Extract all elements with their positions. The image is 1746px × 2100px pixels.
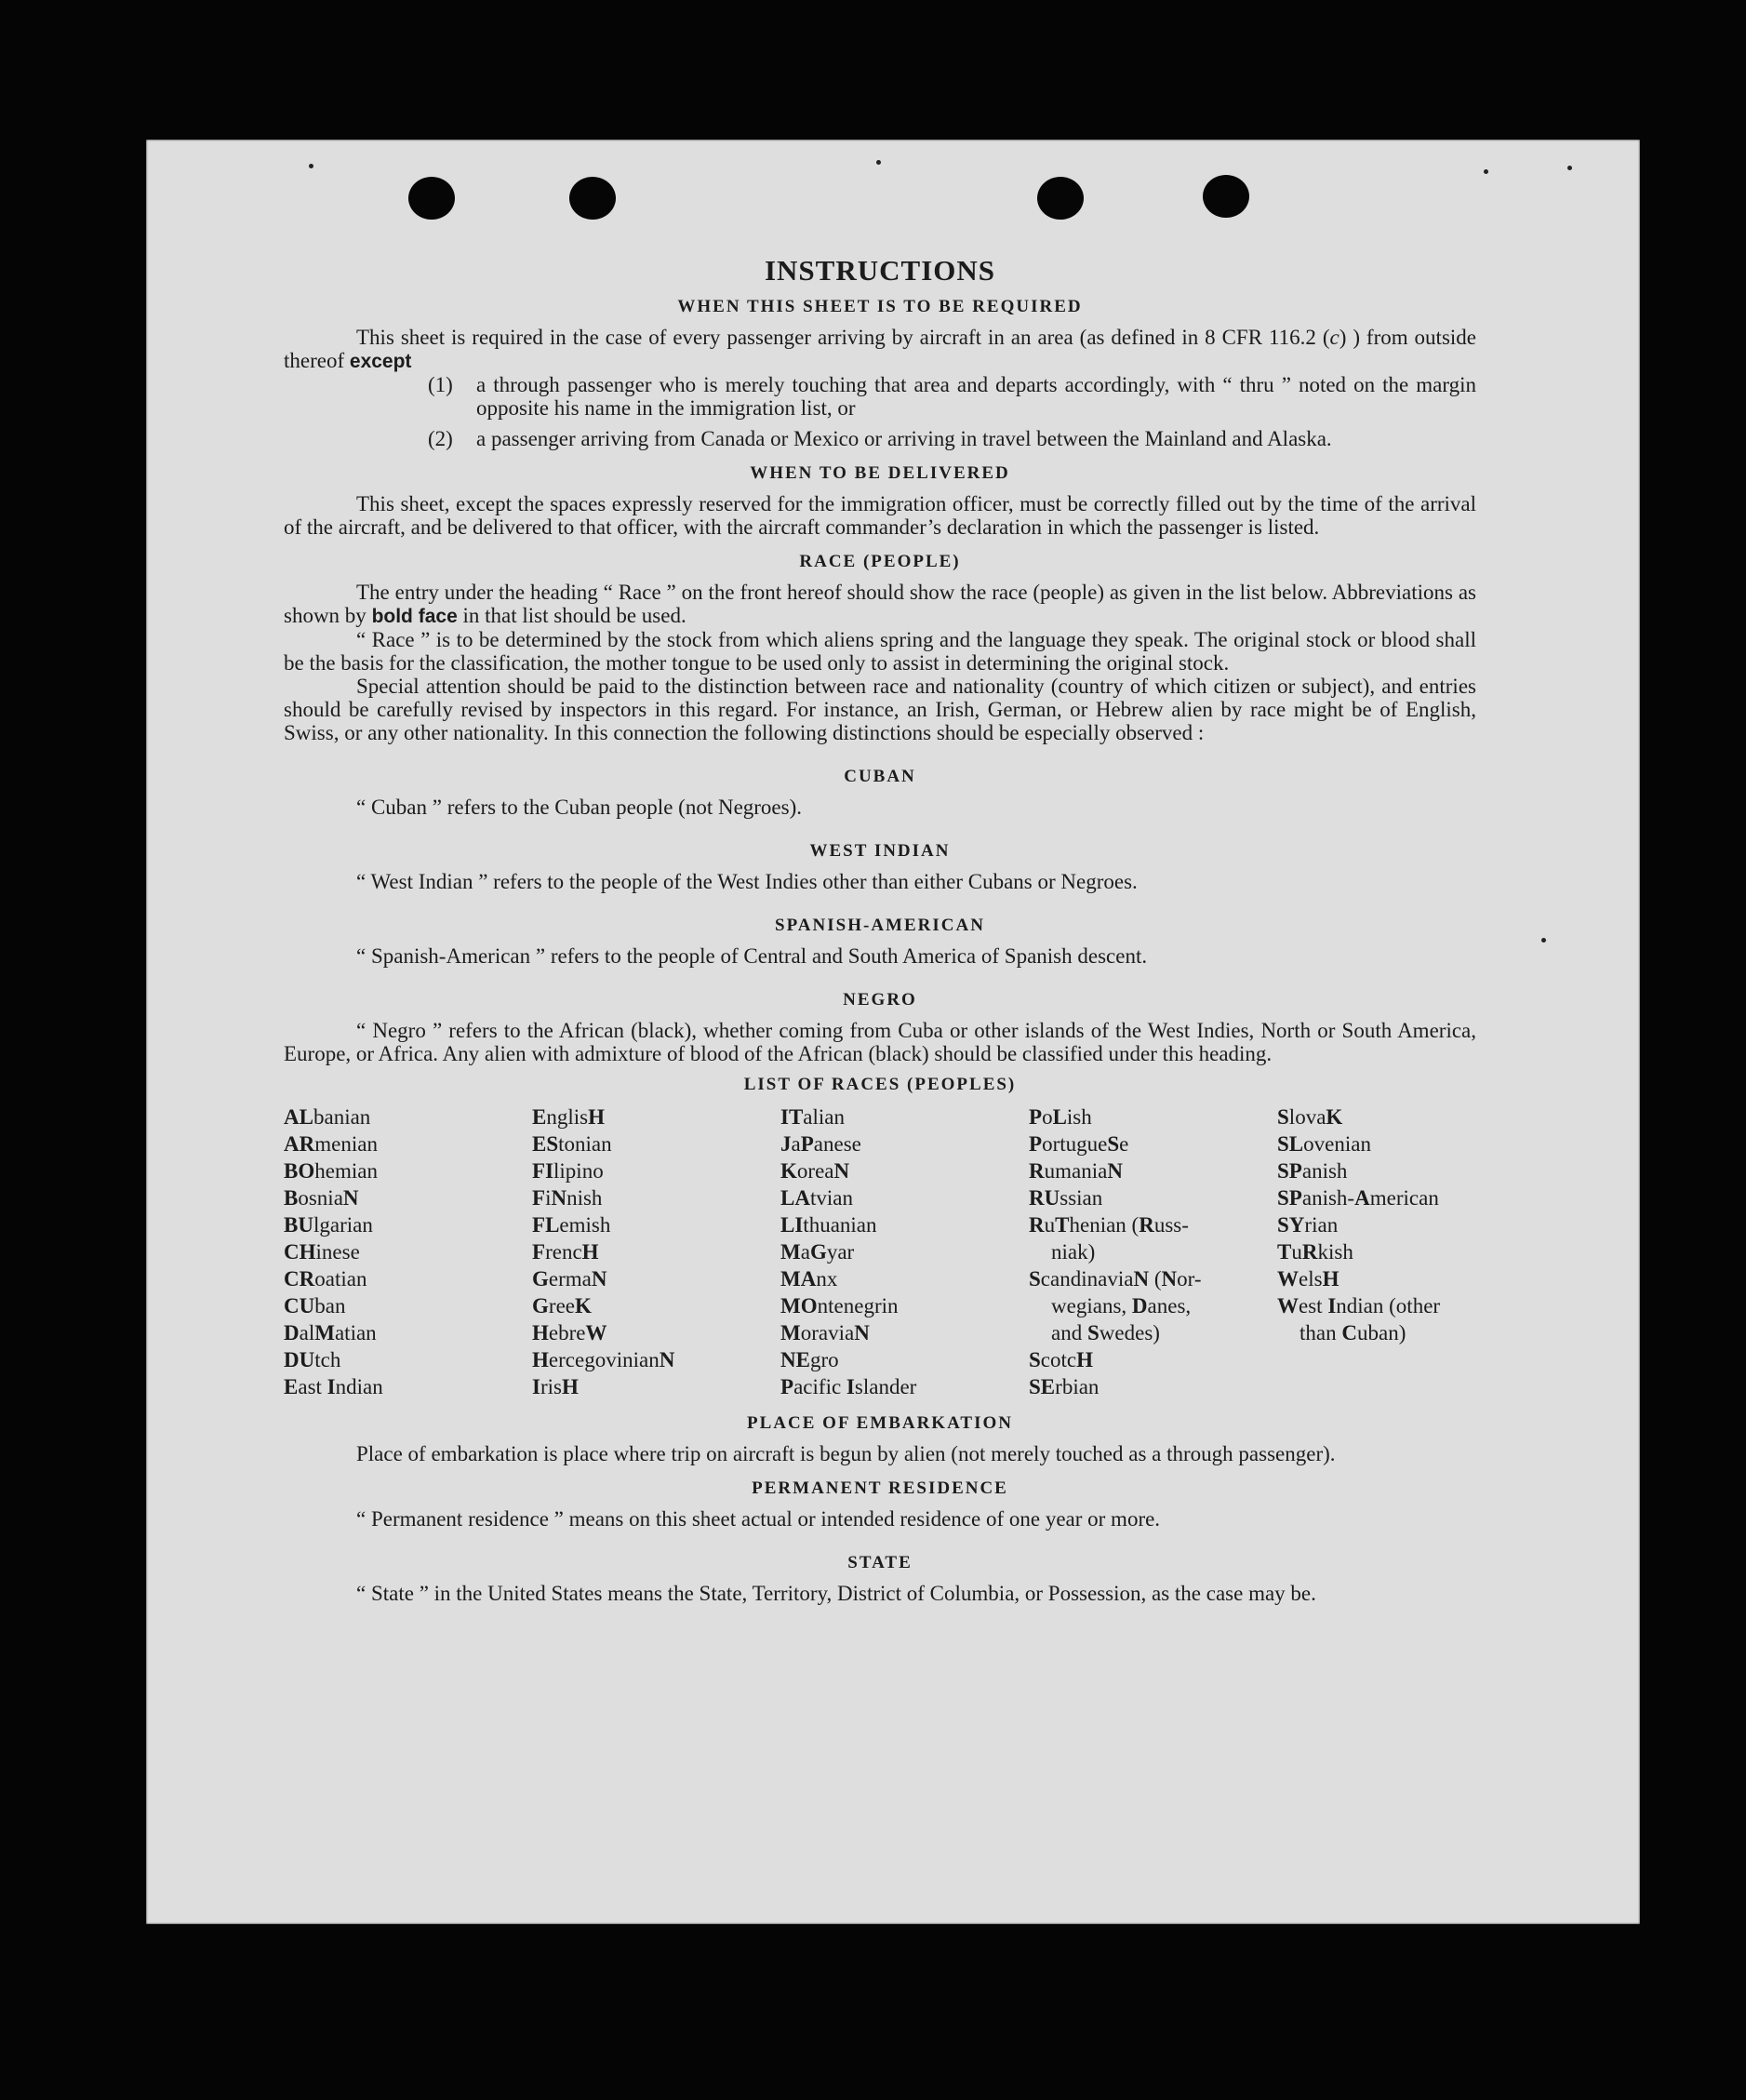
race-entry: RumaniaN <box>1029 1159 1123 1183</box>
race-entry: KoreaN <box>780 1159 850 1183</box>
paper-speck <box>876 160 881 165</box>
item-number: (2) <box>428 427 453 450</box>
race-entry: LIthuanian <box>780 1213 877 1237</box>
race-entry: SPanish-American <box>1277 1186 1439 1210</box>
punch-hole <box>408 177 455 220</box>
section-heading-cuban: CUBAN <box>844 767 916 786</box>
race-entry: East Indian <box>284 1375 383 1398</box>
instructions-content <box>284 254 1476 1605</box>
item-text: a passenger arriving from Canada or Mexico or arriving in travel between the Mainland and Alaska. <box>476 427 1332 450</box>
race-paragraph-3: Special attention should be paid to the distinction between race and nationality (country of which citizen or subject), and entries should be carefully revised by inspectors in this regard. For instance, an Irish, German, or Hebrew alien by race might be of English, Swiss, or any other nationality. In this connection the following distinctions should be especially observed : <box>284 675 1476 744</box>
race-entry: EStonian <box>532 1132 612 1156</box>
item-number: (1) <box>428 373 453 396</box>
item-text: a through passenger who is merely touching that area and departs accordingly, with “ thru ” noted on the margin opposite his name in the immigration list, or <box>476 373 1476 420</box>
section-heading-spanish-american: SPANISH-AMERICAN <box>775 916 985 935</box>
race-entry: FLemish <box>532 1213 611 1237</box>
section-heading-when-required: WHEN THIS SHEET IS TO BE REQUIRED <box>677 297 1083 316</box>
race-entry: BUlgarian <box>284 1213 373 1237</box>
place-of-embarkation-text: Place of embarkation is place where trip on aircraft is begun by alien (not merely touched as a through passenger). <box>356 1442 1336 1465</box>
race-entry: DalMatian <box>284 1321 377 1344</box>
race-entry: wegians, Danes, <box>1051 1294 1192 1318</box>
race-entry: and Swedes) <box>1051 1321 1160 1344</box>
race-entry: LAtvian <box>780 1186 853 1210</box>
race-entry: TuRkish <box>1277 1240 1353 1264</box>
state-text: “ State ” in the United States means the State, Territory, District of Columbia, or Possession, as the case may be. <box>356 1582 1316 1605</box>
section-heading-permanent-residence: PERMANENT RESIDENCE <box>752 1478 1008 1498</box>
race-entry: IrisH <box>532 1375 579 1398</box>
race-entry: West Indian (other <box>1277 1294 1441 1318</box>
race-entry: SPanish <box>1277 1159 1348 1183</box>
west-indian-text: “ West Indian ” refers to the people of the West Indies other than either Cubans or Negroes. <box>356 870 1138 893</box>
race-entry: Pacific Islander <box>780 1375 917 1398</box>
section-heading-negro: NEGRO <box>843 990 917 1010</box>
race-entry: GermaN <box>532 1267 607 1291</box>
race-entry: SlovaK <box>1277 1105 1343 1129</box>
race-entry: PoLish <box>1029 1105 1092 1129</box>
race-entry: HercegovinianN <box>532 1348 675 1371</box>
race-entry: MoraviaN <box>780 1321 870 1344</box>
race-entry: CUban <box>284 1294 346 1318</box>
race-entry: JaPanese <box>780 1132 861 1156</box>
race-entry: MAnx <box>780 1267 838 1291</box>
race-entry: EnglisH <box>532 1105 605 1129</box>
race-entry: NEgro <box>780 1348 839 1371</box>
race-entry: PortugueSe <box>1029 1132 1129 1156</box>
race-entry: FrencH <box>532 1240 599 1264</box>
punch-hole <box>1037 177 1084 220</box>
race-entry: SErbian <box>1029 1375 1100 1398</box>
races-list <box>284 1104 1476 1400</box>
race-entry: GreeK <box>532 1294 592 1318</box>
punch-hole <box>569 177 616 220</box>
section-heading-when-delivered: WHEN TO BE DELIVERED <box>750 463 1010 483</box>
document-page <box>146 140 1640 1924</box>
race-entry: DUtch <box>284 1348 341 1371</box>
races-column-1 <box>284 1104 532 1400</box>
paper-speck <box>1567 166 1572 170</box>
races-column-3 <box>780 1104 1029 1400</box>
race-entry: RuThenian (Russ- <box>1029 1213 1189 1237</box>
race-entry: niak) <box>1051 1240 1096 1264</box>
negro-text: “ Negro ” refers to the African (black), whether coming from Cuba or other islands of the West Indies, North or South America, Europe, or Africa. Any alien with admixture of blood of the African (black) should be classified under this heading. <box>284 1019 1476 1065</box>
race-entry: ALbanian <box>284 1105 371 1129</box>
when-delivered-text: This sheet, except the spaces expressly reserved for the immigration officer, must be correctly filled out by the time of the arrival of the aircraft, and be delivered to that officer, with the aircraft commander’s declaration in which the passenger is listed. <box>284 492 1476 539</box>
races-column-5 <box>1277 1104 1526 1400</box>
spanish-american-text: “ Spanish-American ” refers to the people of Central and South America of Spanish descent. <box>356 944 1148 968</box>
exception-item-1 <box>428 373 1476 420</box>
page-title: INSTRUCTIONS <box>764 254 995 287</box>
cuban-text: “ Cuban ” refers to the Cuban people (not Negroes). <box>356 796 803 819</box>
race-entry: WelsH <box>1277 1267 1339 1291</box>
race-paragraph-2: “ Race ” is to be determined by the stock from which aliens spring and the language they speak. The original stock or blood shall be the basis for the classification, the mother tongue to be used only to assist in determining the original stock. <box>284 628 1476 675</box>
section-heading-list-of-races: LIST OF RACES (PEOPLES) <box>743 1075 1017 1094</box>
section-heading-race: RACE (PEOPLE) <box>799 552 961 571</box>
race-entry: BOhemian <box>284 1159 378 1183</box>
section-heading-west-indian: WEST INDIAN <box>809 841 951 861</box>
race-entry: BosniaN <box>284 1186 359 1210</box>
permanent-residence-text: “ Permanent residence ” means on this sheet actual or intended residence of one year or more. <box>356 1507 1161 1531</box>
paper-speck <box>1484 169 1488 174</box>
race-entry: CHinese <box>284 1240 360 1264</box>
race-entry: RUssian <box>1029 1186 1103 1210</box>
race-entry: MOntenegrin <box>780 1294 899 1318</box>
race-entry: ITalian <box>780 1105 846 1129</box>
section-heading-place-of-embarkation: PLACE OF EMBARKATION <box>747 1413 1013 1433</box>
race-entry: FiNnish <box>532 1186 603 1210</box>
race-entry: than Cuban) <box>1300 1321 1406 1344</box>
when-required-intro: This sheet is required in the case of every passenger arriving by aircraft in an area (as defined in 8 CFR 116.2 (c) ) from outside thereof except <box>284 326 1476 372</box>
exception-item-2 <box>428 427 1476 450</box>
race-entry: HebreW <box>532 1321 607 1344</box>
paper-speck <box>309 164 313 168</box>
race-entry: ScotcH <box>1029 1348 1094 1371</box>
race-entry: SYrian <box>1277 1213 1339 1237</box>
paper-speck <box>1541 938 1546 943</box>
race-entry: ScandinaviaN (Nor- <box>1029 1267 1202 1291</box>
race-paragraph-1: The entry under the heading “ Race ” on the front hereof should show the race (people) as given in the list below. Abbreviations as shown by bold face in that list should be used. <box>284 581 1476 627</box>
race-entry: FIlipino <box>532 1159 604 1183</box>
races-column-2 <box>532 1104 780 1400</box>
races-column-4 <box>1029 1104 1277 1400</box>
section-heading-state: STATE <box>847 1553 913 1572</box>
race-entry: ARmenian <box>284 1132 378 1156</box>
punch-hole <box>1203 175 1249 218</box>
race-entry: SLovenian <box>1277 1132 1371 1156</box>
race-entry: MaGyar <box>780 1240 855 1264</box>
race-entry: CRoatian <box>284 1267 367 1291</box>
